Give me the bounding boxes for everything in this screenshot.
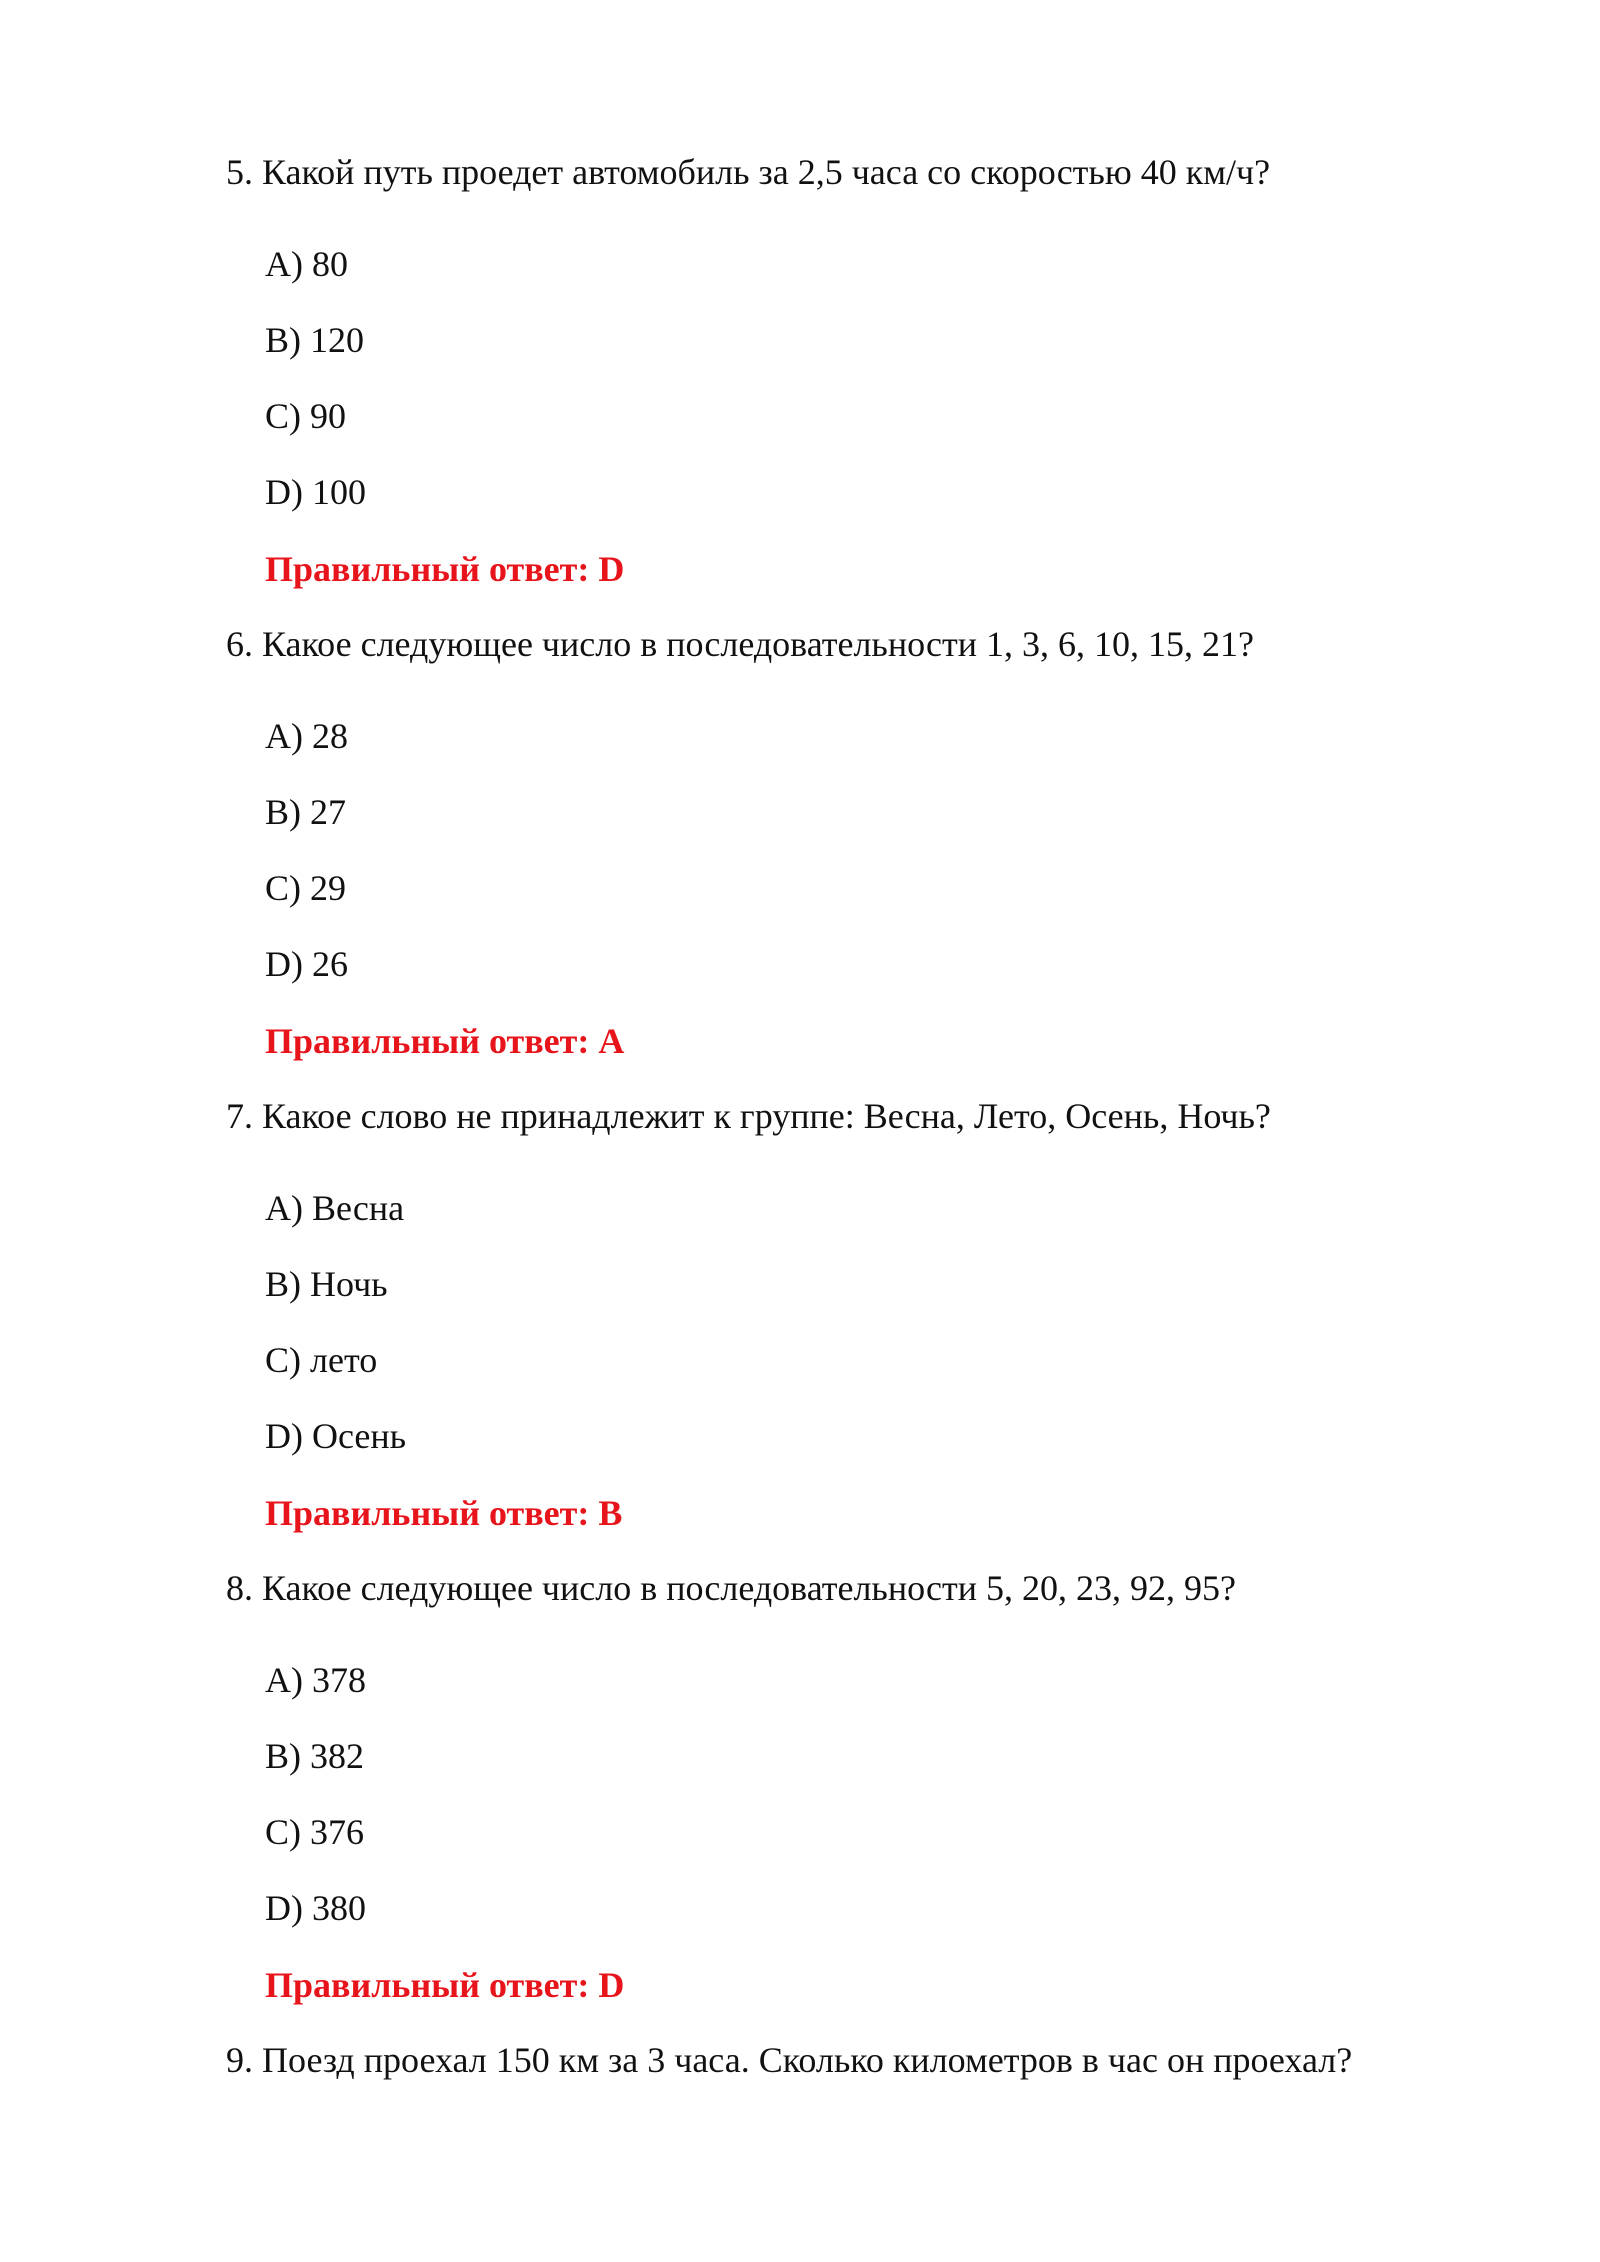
question-5-option-c: C) 90 [265,396,346,436]
question-5-text: 5. Какой путь проедет автомобиль за 2,5 часа со скоростью 40 км/ч? [226,152,1271,192]
question-8-text: 8. Какое следующее число в последовательности 5, 20, 23, 92, 95? [226,1568,1236,1608]
question-7-option-a: A) Весна [265,1188,405,1228]
question-8-option-a: A) 378 [265,1660,366,1700]
question-7-option-c: C) лето [265,1340,378,1380]
question-8-option-c: C) 376 [265,1812,364,1852]
question-6-option-c: C) 29 [265,868,346,908]
question-5-correct-answer: Правильный ответ: D [265,549,625,589]
question-6-option-a: A) 28 [265,716,348,756]
question-8-option-b: B) 382 [265,1736,364,1776]
question-5-option-a: A) 80 [265,244,348,284]
question-7-correct-answer: Правильный ответ: B [265,1493,623,1533]
question-8-option-d: D) 380 [265,1888,366,1928]
question-6-option-b: B) 27 [265,792,346,832]
question-5-option-b: B) 120 [265,320,364,360]
question-7-text: 7. Какое слово не принадлежит к группе: Весна, Лето, Осень, Ночь? [226,1096,1271,1136]
question-6-text: 6. Какое следующее число в последовательности 1, 3, 6, 10, 15, 21? [226,624,1254,664]
question-9-text: 9. Поезд проехал 150 км за 3 часа. Сколько километров в час он проехал? [226,2040,1353,2080]
question-8-correct-answer: Правильный ответ: D [265,1965,625,2005]
question-5-option-d: D) 100 [265,472,366,512]
question-6-option-d: D) 26 [265,944,348,984]
question-6-correct-answer: Правильный ответ: A [265,1021,625,1061]
question-7-option-d: D) Осень [265,1416,407,1456]
question-7-option-b: B) Ночь [265,1264,388,1304]
